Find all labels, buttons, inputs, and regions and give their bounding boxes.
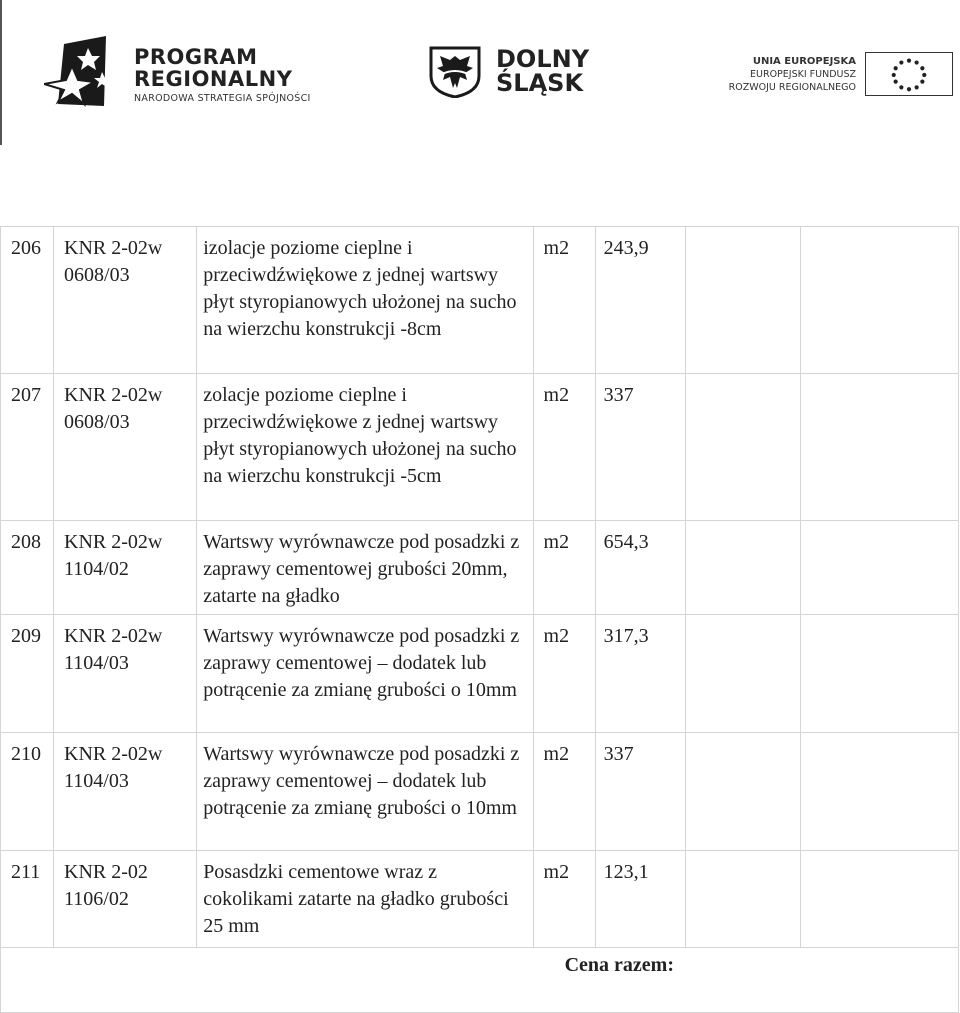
row-quantity-cell bbox=[595, 733, 685, 851]
row-quantity-cell bbox=[595, 851, 685, 948]
eu-fund-text: UNIA EUROPEJSKA EUROPEJSKI FUNDUSZ ROZWOJU REGIONALNEGO bbox=[728, 56, 856, 93]
row-value-cell bbox=[800, 615, 958, 733]
row-unit-price-cell bbox=[685, 851, 800, 948]
row-code-cell bbox=[54, 227, 197, 374]
row-number-cell bbox=[1, 227, 54, 374]
row-unit: m2 bbox=[543, 531, 570, 553]
row-value-cell bbox=[800, 851, 958, 948]
row-quantity: 337 bbox=[603, 384, 634, 406]
row-description: Wartswy wyrównawcze pod posadzki z zaprawy cementowej – dodatek lub potrącenie za zmianę grubości o 10mm bbox=[203, 743, 520, 819]
row-description: zolacje poziome cieplne i przeciwdźwiękowe z jednej wartswy płyt styropianowych ułożonej na sucho na wierzchu konstrukcji -5cm bbox=[203, 384, 517, 487]
row-number-cell bbox=[1, 521, 54, 615]
table-row bbox=[1, 615, 959, 733]
row-unit-price-cell bbox=[685, 227, 800, 374]
row-code: 1104/03 bbox=[64, 652, 129, 674]
row-unit-price-cell bbox=[685, 521, 800, 615]
row-description-cell bbox=[197, 227, 533, 374]
row-unit: m2 bbox=[543, 237, 570, 259]
row-description: Wartswy wyrównawcze pod posadzki z zaprawy cementowej – dodatek lub potrącenie za zmianę grubości o 10mm bbox=[203, 625, 520, 701]
row-unit: m2 bbox=[543, 743, 570, 765]
row-description: izolacje poziome cieplne i przeciwdźwiękowe z jednej wartswy płyt styropianowych ułożonej na sucho na wierzchu konstrukcji -8cm bbox=[203, 237, 517, 340]
row-quantity: 243,9 bbox=[603, 237, 649, 259]
row-code: 1104/02 bbox=[64, 558, 129, 580]
row-code: 1104/03 bbox=[64, 770, 129, 792]
table-row bbox=[1, 227, 959, 374]
row-value-cell bbox=[800, 521, 958, 615]
total-row-cell bbox=[1, 948, 959, 1013]
row-unit-price-cell bbox=[685, 733, 800, 851]
dolny-slask-wordmark: DOLNY ŚLĄSK bbox=[496, 45, 590, 97]
row-unit: m2 bbox=[543, 861, 570, 883]
table-row bbox=[1, 851, 959, 948]
row-unit-cell bbox=[533, 733, 595, 851]
row-code: KNR 2-02w bbox=[64, 531, 163, 553]
row-quantity-cell bbox=[595, 615, 685, 733]
row-code: 0608/03 bbox=[64, 264, 130, 286]
row-code-cell bbox=[54, 851, 197, 948]
row-quantity-cell bbox=[595, 521, 685, 615]
row-code-cell bbox=[54, 733, 197, 851]
row-description-cell bbox=[197, 521, 533, 615]
cost-estimate-table bbox=[0, 226, 959, 1013]
row-unit-cell bbox=[533, 615, 595, 733]
row-number-cell bbox=[1, 851, 54, 948]
row-code: 1106/02 bbox=[64, 888, 129, 910]
row-quantity: 123,1 bbox=[603, 861, 649, 883]
page-edge-line bbox=[0, 0, 2, 145]
row-number: 209 bbox=[11, 625, 41, 647]
program-regionalny-subtitle: NARODOWA STRATEGIA SPÓJNOŚCI bbox=[134, 93, 311, 104]
row-code: KNR 2-02w bbox=[64, 625, 163, 647]
table-row bbox=[1, 521, 959, 615]
row-quantity-cell bbox=[595, 227, 685, 374]
row-number-cell bbox=[1, 615, 54, 733]
row-description-cell bbox=[197, 615, 533, 733]
row-value-cell bbox=[800, 733, 958, 851]
dolny-slask-logo bbox=[428, 46, 628, 102]
row-description-cell bbox=[197, 374, 533, 521]
row-value-cell bbox=[800, 227, 958, 374]
row-description: Posasdzki cementowe wraz z cokolikami zatarte na gładko grubości 25 mm bbox=[203, 861, 509, 937]
row-code-cell bbox=[54, 374, 197, 521]
eu-flag-icon bbox=[865, 52, 953, 96]
row-description-cell bbox=[197, 851, 533, 948]
table-row bbox=[1, 733, 959, 851]
row-code: KNR 2-02w bbox=[64, 743, 163, 765]
total-row bbox=[1, 948, 959, 1013]
table-body bbox=[1, 227, 959, 1013]
table-row bbox=[1, 374, 959, 521]
row-unit: m2 bbox=[543, 384, 570, 406]
row-code-cell bbox=[54, 521, 197, 615]
eagle-crest-icon bbox=[428, 46, 482, 98]
row-code: KNR 2-02w bbox=[64, 384, 163, 406]
row-number: 207 bbox=[11, 384, 41, 406]
row-quantity: 317,3 bbox=[603, 625, 649, 647]
row-code: 0608/03 bbox=[64, 411, 130, 433]
row-number: 210 bbox=[11, 743, 41, 765]
row-number-cell bbox=[1, 374, 54, 521]
row-number: 211 bbox=[11, 861, 41, 883]
row-code: KNR 2-02 bbox=[64, 861, 148, 883]
row-quantity: 654,3 bbox=[603, 531, 649, 553]
row-unit-price-cell bbox=[685, 374, 800, 521]
row-code-cell bbox=[54, 615, 197, 733]
program-regionalny-mark-icon bbox=[44, 36, 124, 108]
eu-fund-logo bbox=[696, 52, 958, 100]
program-regionalny-logo bbox=[44, 36, 364, 111]
row-description-cell bbox=[197, 733, 533, 851]
row-description: Wartswy wyrównawcze pod posadzki z zaprawy cementowej grubości 20mm, zatarte na gładko bbox=[203, 531, 520, 607]
row-code: KNR 2-02w bbox=[64, 237, 163, 259]
program-regionalny-title: PROGRAM REGIONALNY bbox=[134, 45, 293, 91]
row-number-cell bbox=[1, 733, 54, 851]
row-unit-price-cell bbox=[685, 615, 800, 733]
row-value-cell bbox=[800, 374, 958, 521]
row-unit: m2 bbox=[543, 625, 570, 647]
total-price-label: Cena razem: bbox=[564, 954, 674, 976]
row-quantity-cell bbox=[595, 374, 685, 521]
row-number: 206 bbox=[11, 237, 41, 259]
row-unit-cell bbox=[533, 521, 595, 615]
row-number: 208 bbox=[11, 531, 41, 553]
row-quantity: 337 bbox=[603, 743, 634, 765]
row-unit-cell bbox=[533, 851, 595, 948]
row-unit-cell bbox=[533, 227, 595, 374]
row-unit-cell bbox=[533, 374, 595, 521]
